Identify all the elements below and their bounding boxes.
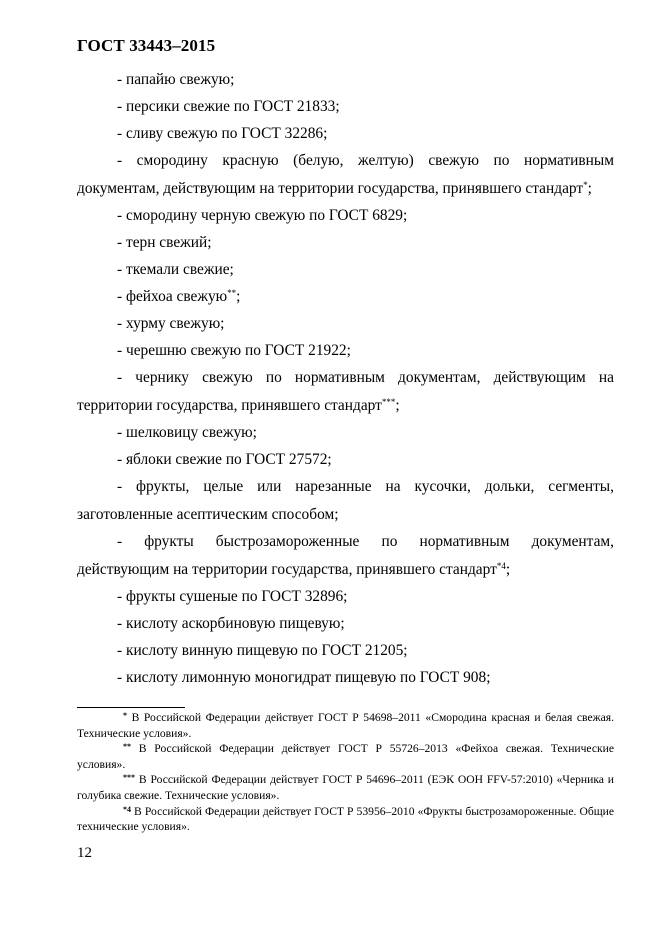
footnote-text: В Российской Федерации действует ГОСТ Р 54698–2011 «Смородина красная и белая свежая. Технические условия». (77, 711, 614, 740)
footnote-marker: *** (381, 396, 396, 407)
footnote (77, 804, 614, 835)
list-item-text: - ткемали свежие; (117, 261, 234, 278)
list-item (77, 310, 614, 338)
footnote (77, 772, 614, 803)
list-item (77, 337, 614, 365)
list-item-text: - черешню свежую по ГОСТ 21922; (117, 342, 351, 359)
list-item-text: - фрукты, целые или нарезанные на кусочки, дольки, сегменты, заготовленные асептическим способом; (77, 478, 614, 523)
list-item (77, 202, 614, 230)
list-item-text: - кислоту аскорбиновую пищевую; (117, 615, 345, 632)
list-item-text: - кислоту лимонную моногидрат пищевую по ГОСТ 908; (117, 669, 491, 686)
list-item (77, 364, 614, 419)
list-item-text: - терн свежий; (117, 234, 212, 251)
list-item (77, 446, 614, 474)
footnote-marker: ** (123, 742, 131, 752)
footnotes (77, 710, 614, 835)
list-item (77, 120, 614, 148)
footnote-marker: * (583, 179, 588, 190)
footnote-marker: * (123, 711, 127, 720)
list-item-text: - смородину красную (белую, желтую) свежую по нормативным документам, действующим на территории государства, принявшего стандарт (77, 152, 614, 197)
list-item-text: - персики свежие по ГОСТ 21833; (117, 98, 340, 115)
list-item (77, 473, 614, 528)
list-item-text: - кислоту винную пищевую по ГОСТ 21205; (117, 642, 408, 659)
list-item (77, 283, 614, 311)
list-item (77, 528, 614, 583)
list-item (77, 419, 614, 447)
footnote-separator (77, 707, 185, 708)
list-item (77, 583, 614, 611)
list-item-text: - смородину черную свежую по ГОСТ 6829; (117, 207, 408, 224)
list-item-text: - яблоки свежие по ГОСТ 27572; (117, 451, 332, 468)
list-item (77, 610, 614, 638)
footnote-text: В Российской Федерации действует ГОСТ Р 54696–2011 (ЕЭК ООН FFV-57:2010) «Черника и голубика свежие. Технические условия». (77, 773, 614, 802)
list-item-text: - шелковицу свежую; (117, 424, 257, 441)
footnote-marker: ** (227, 288, 237, 298)
footnote-text: В Российской Федерации действует ГОСТ Р 55726–2013 «Фейхоа свежая. Технические условия». (77, 742, 614, 771)
list-item (77, 229, 614, 257)
list-item-punctuation: ; (236, 288, 241, 305)
footnote-marker: *** (123, 773, 135, 783)
list-item (77, 93, 614, 121)
list-item-text: - папайю свежую; (117, 71, 235, 88)
list-item-punctuation: ; (505, 560, 511, 578)
list-item-text: - фрукты быстрозамороженные по нормативным документам, действующим на территории государства, принявшего стандарт (77, 533, 614, 578)
footnote (77, 741, 614, 772)
footnote-marker: *4 (123, 804, 131, 814)
list-item-punctuation: ; (587, 179, 592, 197)
list-item-text: - сливу свежую по ГОСТ 32286; (117, 125, 328, 142)
list-item (77, 66, 614, 94)
list-item-text: - фрукты сушеные по ГОСТ 32896; (117, 588, 348, 605)
footnote-text: В Российской Федерации действует ГОСТ Р 53956–2010 «Фрукты быстрозамороженные. Общие технические условия». (77, 804, 614, 834)
list-item-text: - чернику свежую по нормативным документам, действующим на территории государства, принявшего стандарт (77, 369, 614, 414)
list-item (77, 637, 614, 665)
footnote (77, 710, 614, 741)
page-number: 12 (77, 845, 92, 861)
list-item (77, 664, 614, 692)
document-header: ГОСТ 33443–2015 (77, 36, 216, 55)
list-item (77, 147, 614, 202)
list-item-text: - хурму свежую; (117, 315, 225, 332)
list-item (77, 256, 614, 284)
list-item-punctuation: ; (395, 396, 400, 414)
list-item-text: - фейхоа свежую (117, 288, 228, 305)
footnote-marker: *4 (496, 560, 506, 571)
